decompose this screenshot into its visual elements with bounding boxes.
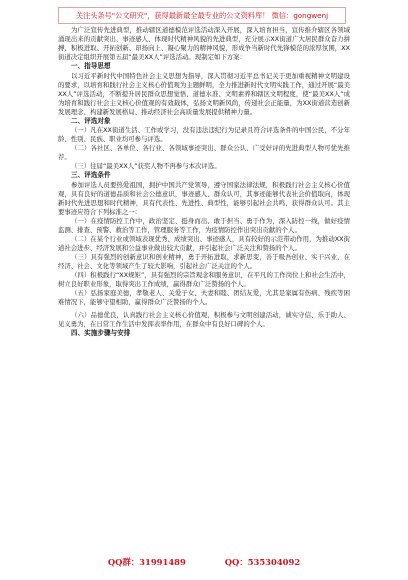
document-body [58, 26, 350, 338]
section-paragraph: （六）品德优良，认真践行社会主义核心价值观，积极参与文明创建活动，诚实守信、乐于助人、见义勇为，在日常工作生活中发挥表率作用，在群众中有良好口碑的个人。 [58, 310, 350, 328]
section-paragraph: （三）具有强烈的创新意识和创业精神，勇于开拓进取，求新思变，善于吸吾创业、实干兴业，在经济、社会、文化等领域产生了较大影响，引起社会广泛关注的个人。 [58, 253, 350, 271]
section-paragraph: 以习近平新时代中国特色社会主义思想为指导，深入贯彻习近平总书记关于更加重视精神文明建设的要求，以培育和践行社会主义核心价值观为主题鲜明，全力推进新时代文明实践工作，通过开展“最美XX人”评选活动，不断提升居民群众思想觉悟、道德水准、文明素养和辖区文明程度，使“最美XX人”成为培育和践行社会主义核心价值观的有效载体，弘扬文明新风尚，传递社会正能量，为XX街道营造创新发展理念、构建新发展格局、推动经济社会高质量发展提供精神力量。 [58, 71, 350, 116]
qq-text: QQ：535304092 [224, 557, 301, 567]
section-paragraph: （二）在某个行业或领域表现优秀、成绩突出、事迹感人，具有较好的示范带动作用，为推动XX街道社会进步、经济发展和公益事业做出较大贡献，并引起社会广泛关注和赞扬的个人。 [58, 235, 350, 253]
section-paragraph: （一）凡在XX街道生活、工作或学习，没有违法违纪行为记录且符合评选条件的中国公民，不分年龄、性别、民族、职业均可参与评选。 [58, 126, 350, 144]
section-paragraph: （三）往届“最美XX人”获奖人物不再参与本次评选。 [71, 162, 221, 171]
section-paragraph: 参加评选人员要热爱祖国，拥护中国共产党领导，遵守国家法律法规，积极践行社会主义核心价值观，具有良好的道德品质和社会公德意识，事迹感人、群众认可，其事迹能够代表社会价值取向，体现新时代先进思想和时代精神，具有代表性、先进性、典型性，能够引起社会共鸣，获得群众认可。其主要事迹应符合下列标准之一： [58, 180, 350, 217]
intro-paragraph: 为广泛宣传先进典型，推动辖区道德模范评选活动深入开展，深入培育担当，宣传推介辖区各领域涌现出来的贡献突出、事迹感人、体现时代精神风貌的先进典型，充分展示XX街道广大居民群众奋力拼搏、积极进取、开拓创新、昂扬向上、凝心聚力的精神风貌，形成争当新时代先锋模范的浓厚氛围，XX街道决定组织开展第五届“最美XX人”评选活动。现制定如下方案： [58, 26, 350, 62]
section-paragraph: （一）在疫情防控工作中，政治坚定、挺身而出、敢于担当、勇于作为，深入防控一线，做好疫情监测、排查、预警、救治等工作，管理服务等工作，为疫情防控作出突出贡献的个人。 [58, 217, 350, 235]
section-paragraph: （四）积极践行“XX规矩”，具有强烈的宗旨观念和服务意识，在平凡的工作岗位上和社会生活中，树立良好职业形象，取得突出工作成绩，赢得群众广泛赞扬的个人。 [58, 271, 350, 289]
qq-group-text: QQ群：31991489 [107, 557, 186, 567]
promo-banner: 关注头条号"公文研究"，获得最新最全最专业的公文资料库！ 微信：gongwenj [58, 7, 346, 24]
section-paragraph: （五）弘扬家庭美德，孝敬老人、关爱子女、夫妻和睦、团结友爱，尤其是家属有伤病、残疾等困难情况下，能够守望相助，赢得群众广泛赞扬的个人。 [58, 289, 350, 307]
contact-footer [0, 556, 408, 572]
section-paragraph: （二）各社区、各单位、各行业、各领域事迹突出、群众公认、广受好评的先进典型人物可优先推荐。 [58, 144, 350, 162]
section-heading: 一、指导思想 [71, 62, 111, 71]
section-heading: 三、评选条件 [71, 171, 111, 180]
section-heading: 二、评选对象 [71, 116, 111, 125]
section-heading: 四、实施步骤与安排 [71, 328, 131, 337]
